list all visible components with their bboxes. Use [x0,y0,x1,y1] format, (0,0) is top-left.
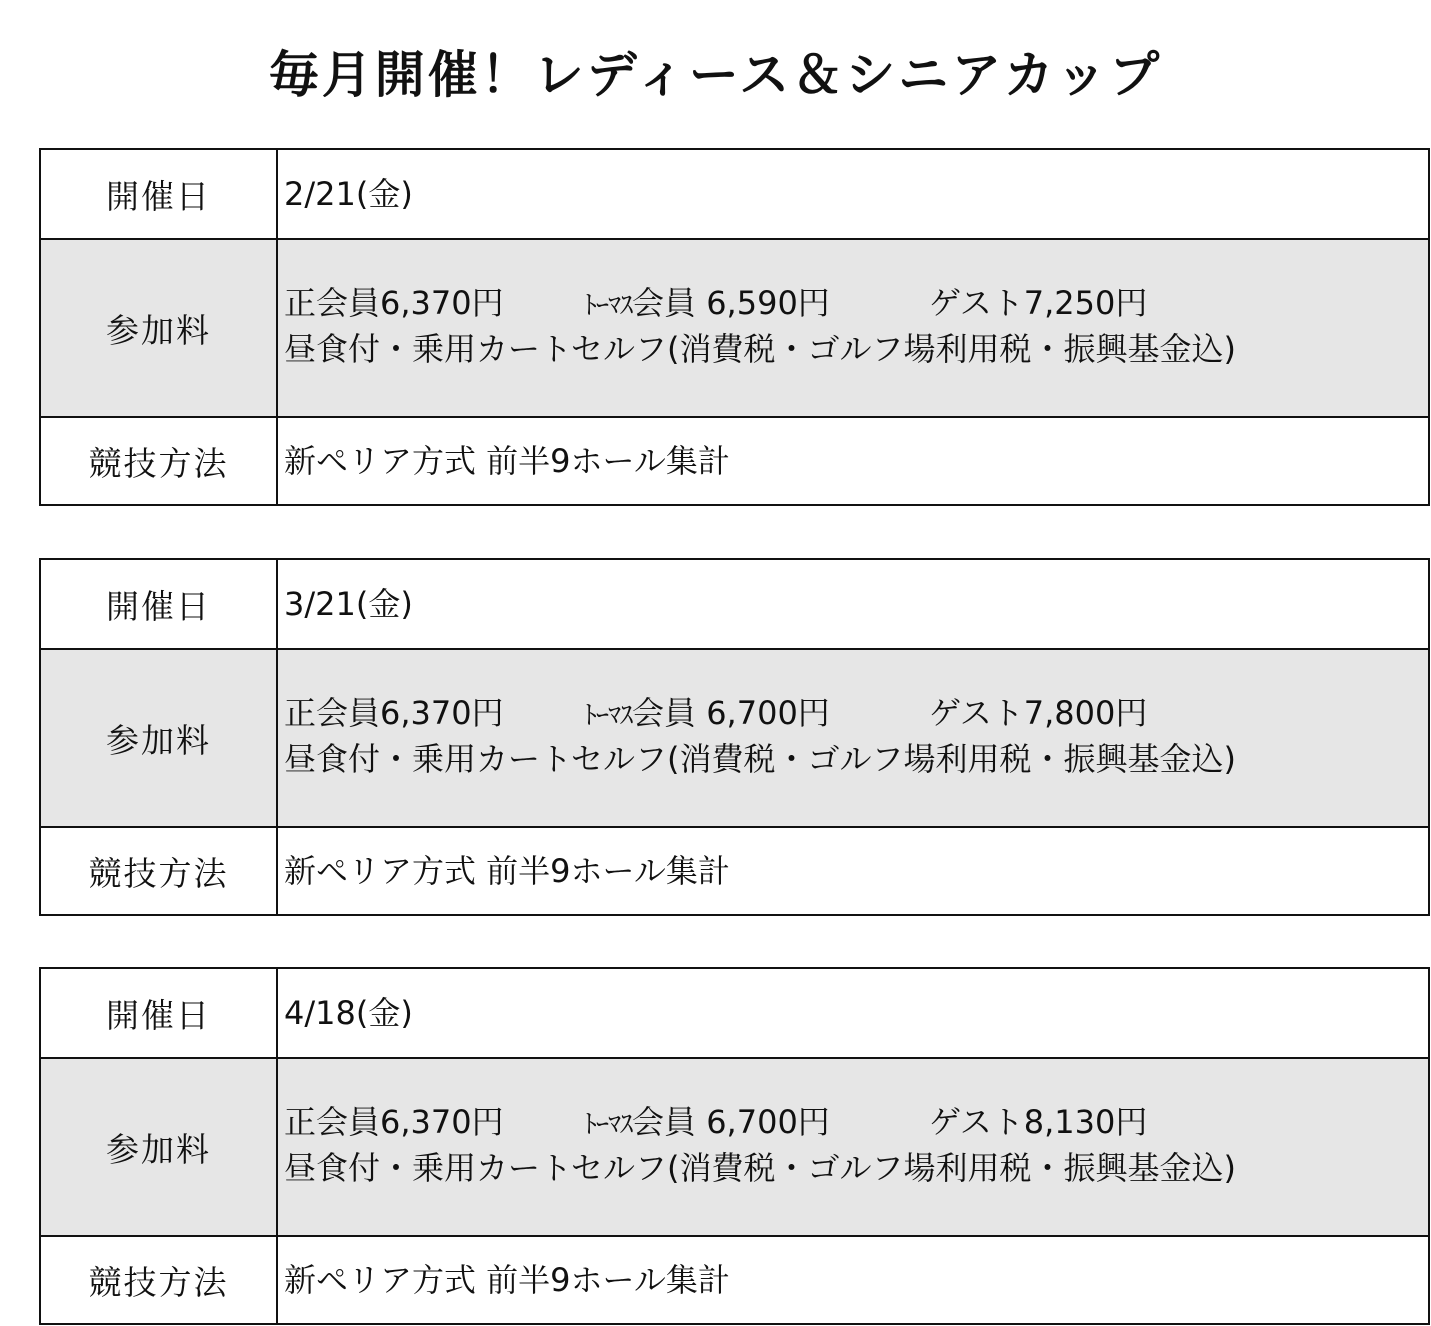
method-row [41,1235,1428,1323]
method-value: 新ペリア方式 前半9ホール集計 [284,441,730,480]
method-row [41,416,1428,504]
event-table [39,967,1430,1325]
method-label: 競技方法 [41,418,278,504]
method-label: 競技方法 [41,1237,278,1323]
event-table [39,558,1430,916]
method-label: 競技方法 [41,828,278,914]
method-value: 新ペリア方式 前半9ホール集計 [284,1260,730,1299]
fee-member-price: 会員 6,700円 [632,1103,830,1141]
fee-member-prefix: ﾄｰﾏｽ [584,1110,633,1140]
date-value: 3/21(金) [284,584,413,623]
fee-value [278,240,1428,416]
fee-guest: ゲスト7,800円 [929,694,1148,732]
fee-member [584,692,929,738]
method-value: 新ペリア方式 前半9ホール集計 [284,851,730,890]
date-row [41,560,1428,648]
fee-value [278,650,1428,826]
fee-note: 昼食付・乗用カートセルフ(消費税・ゴルフ場利用税・振興基金込) [284,1149,1237,1187]
fee-guest: ゲスト8,130円 [929,1103,1148,1141]
fee-member-price: 会員 6,590円 [632,284,830,322]
fee-label: 参加料 [41,650,278,826]
fee-value [278,1059,1428,1235]
fee-label: 参加料 [41,1059,278,1235]
fee-row [41,648,1428,826]
date-label: 開催日 [41,969,278,1057]
date-row [41,969,1428,1057]
fee-note: 昼食付・乗用カートセルフ(消費税・ゴルフ場利用税・振興基金込) [284,740,1237,778]
date-label: 開催日 [41,560,278,648]
fee-prices [284,692,1428,738]
fee-member-prefix: ﾄｰﾏｽ [584,701,633,731]
fee-member-price: 会員 6,700円 [632,694,830,732]
fee-prices [284,282,1428,328]
fee-member-prefix: ﾄｰﾏｽ [584,291,633,321]
method-row [41,826,1428,914]
page-title: 毎月開催！レディース＆シニアカップ [268,46,1163,104]
fee-regular: 正会員6,370円 [284,694,504,732]
date-value: 4/18(金) [284,993,413,1032]
fee-note: 昼食付・乗用カートセルフ(消費税・ゴルフ場利用税・振興基金込) [284,330,1237,368]
fee-guest: ゲスト7,250円 [929,284,1148,322]
fee-member [584,282,929,328]
date-row [41,150,1428,238]
fee-row [41,238,1428,416]
fee-prices [284,1101,1428,1147]
date-label: 開催日 [41,150,278,238]
fee-label: 参加料 [41,240,278,416]
fee-regular: 正会員6,370円 [284,1103,504,1141]
date-value: 2/21(金) [284,174,413,213]
fee-member [584,1101,929,1147]
fee-regular: 正会員6,370円 [284,284,504,322]
event-table [39,148,1430,506]
fee-row [41,1057,1428,1235]
